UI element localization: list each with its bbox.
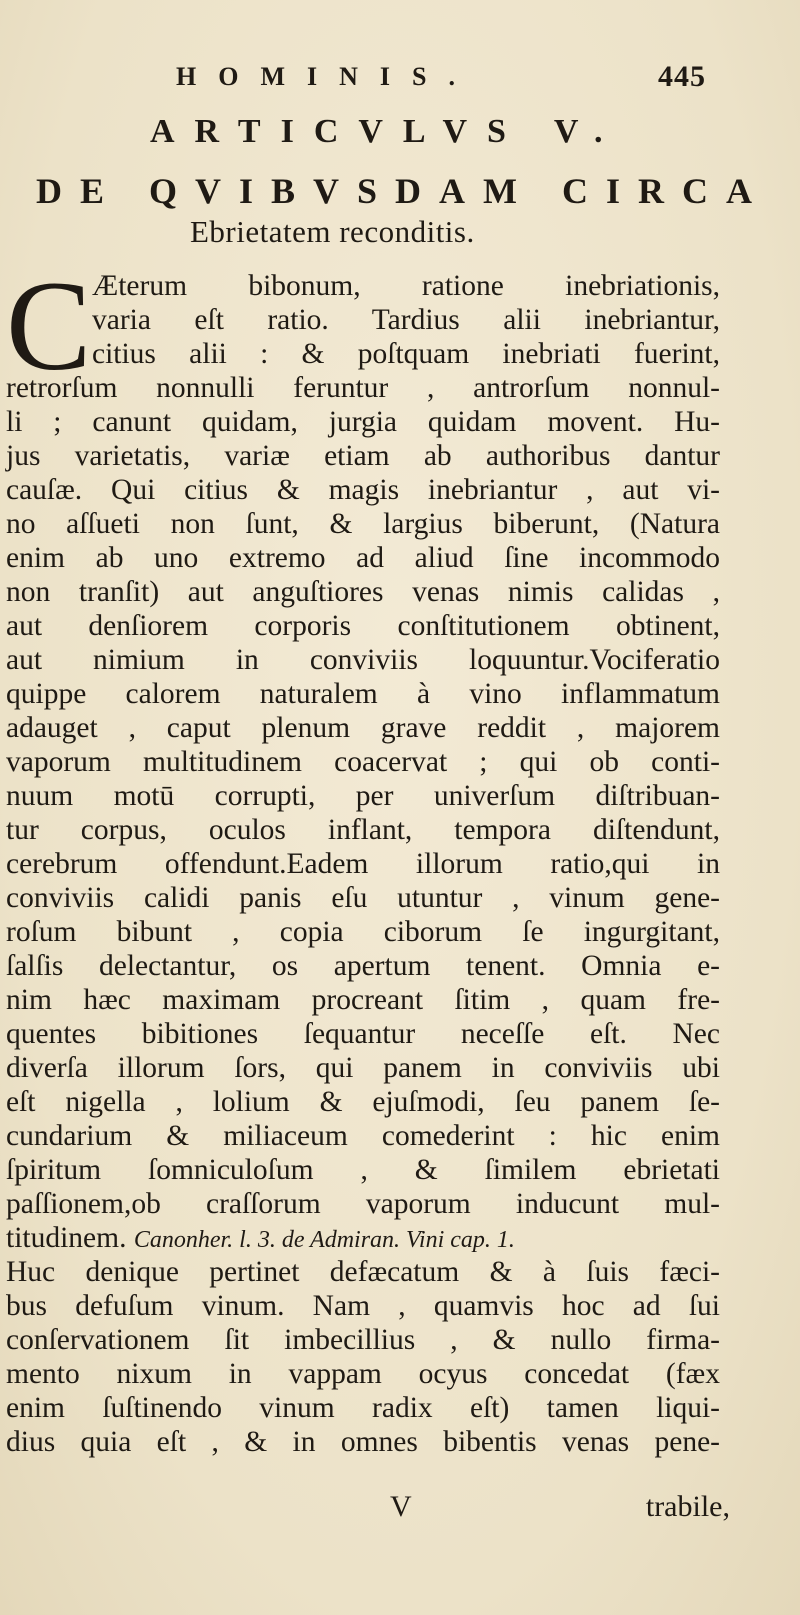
text-line-end: titudinem. [6,1222,127,1254]
text-line: citius alii : & poſtquam inebriati fuerint, [92,338,720,370]
text-line: retrorſum nonnulli feruntur , antrorſum nonnul- [6,372,720,404]
text-line: quentes bibitiones ſequantur neceſſe eſt. Nec [6,1018,720,1050]
chapter-title: DE QVIBVSDAM CIRCA [36,171,771,211]
text-line: cundarium & miliaceum comederint : hic enim [6,1120,720,1152]
text-line: vaporum multitudinem coacervat ; qui ob conti- [6,746,720,778]
text-line: tur corpus, oculos inflant, tempora diſtendunt, [6,814,720,846]
text-line: quippe calorem naturalem à vino inflammatum [6,678,720,710]
text-line: nuum motū corrupti, per univerſum diſtribuan- [6,780,720,812]
text-line: li ; canunt quidam, jurgia quidam movent. Hu- [6,406,720,438]
text-line: enim ſuſtinendo vinum radix eſt) tamen liqui- [6,1392,720,1424]
running-head-title: HOMINIS. [176,62,477,91]
text-line: conviviis calidi panis eſu utuntur , vinum gene- [6,882,720,914]
text-line: eſt nigella , lolium & ejuſmodi, ſeu panem ſe- [6,1086,720,1118]
text-line: diverſa illorum ſors, qui panem in conviviis ubi [6,1052,720,1084]
text-line: Æterum bibonum, ratione inebriationis, [92,270,720,302]
text-line: mento nixum in vappam ocyus concedat (fæx [6,1358,720,1390]
text-line: adauget , caput plenum grave reddit , majorem [6,712,720,744]
page-footer [0,1490,800,1530]
signature-mark: V [390,1490,412,1523]
catchword: trabile, [645,1490,730,1523]
drop-cap: C [6,255,92,397]
chapter-subtitle: Ebrietatem reconditis. [190,214,475,249]
text-line: paſſionem,ob craſſorum vaporum inducunt mul- [6,1188,720,1220]
text-line: aut nimium in conviviis loquuntur.Vociferatio [6,644,720,676]
text-line: varia eſt ratio. Tardius alii inebriantur, [92,304,720,336]
text-line: bus defuſum vinum. Nam , quamvis hoc ad ſui [6,1290,720,1322]
text-line: ſpiritum ſomniculoſum , & ſimilem ebrietati [6,1154,720,1186]
article-heading: ARTICVLVS V. [150,113,623,150]
text-line: roſum bibunt , copia ciborum ſe ingurgitant, [6,916,720,948]
text-line: non tranſit) aut anguſtiores venas nimis calidas , [6,576,720,608]
text-line: enim ab uno extremo ad aliud ſine incommodo [6,542,720,574]
text-line: no aſſueti non ſunt, & largius biberunt, (Natura [6,508,720,540]
marginal-reference: Canonher. l. 3. de Admiran. Vini cap. 1. [133,1227,515,1253]
text-line: Huc denique pertinet defæcatum & à ſuis fæci- [6,1256,720,1288]
text-line: nim hæc maximam procreant ſitim , quam fre- [6,984,720,1016]
page-number: 445 [658,60,706,93]
text-line: ſalſis delectantur, os apertum tenent. Omnia e- [6,950,720,982]
text-line: jus varietatis, variæ etiam ab authoribus dantur [6,440,720,472]
text-line: aut denſiorem corporis conſtitutionem obtinent, [6,610,720,642]
text-line [6,1220,720,1256]
text-line: conſervationem ſit imbecillius , & nullo firma- [6,1324,720,1356]
text-line: cauſæ. Qui citius & magis inebriantur , aut vi- [6,474,720,506]
text-line: cerebrum offendunt.Eadem illorum ratio,qui in [6,848,720,880]
running-head [176,62,706,102]
text-line: dius quia eſt , & in omnes bibentis venas pene- [6,1426,720,1458]
